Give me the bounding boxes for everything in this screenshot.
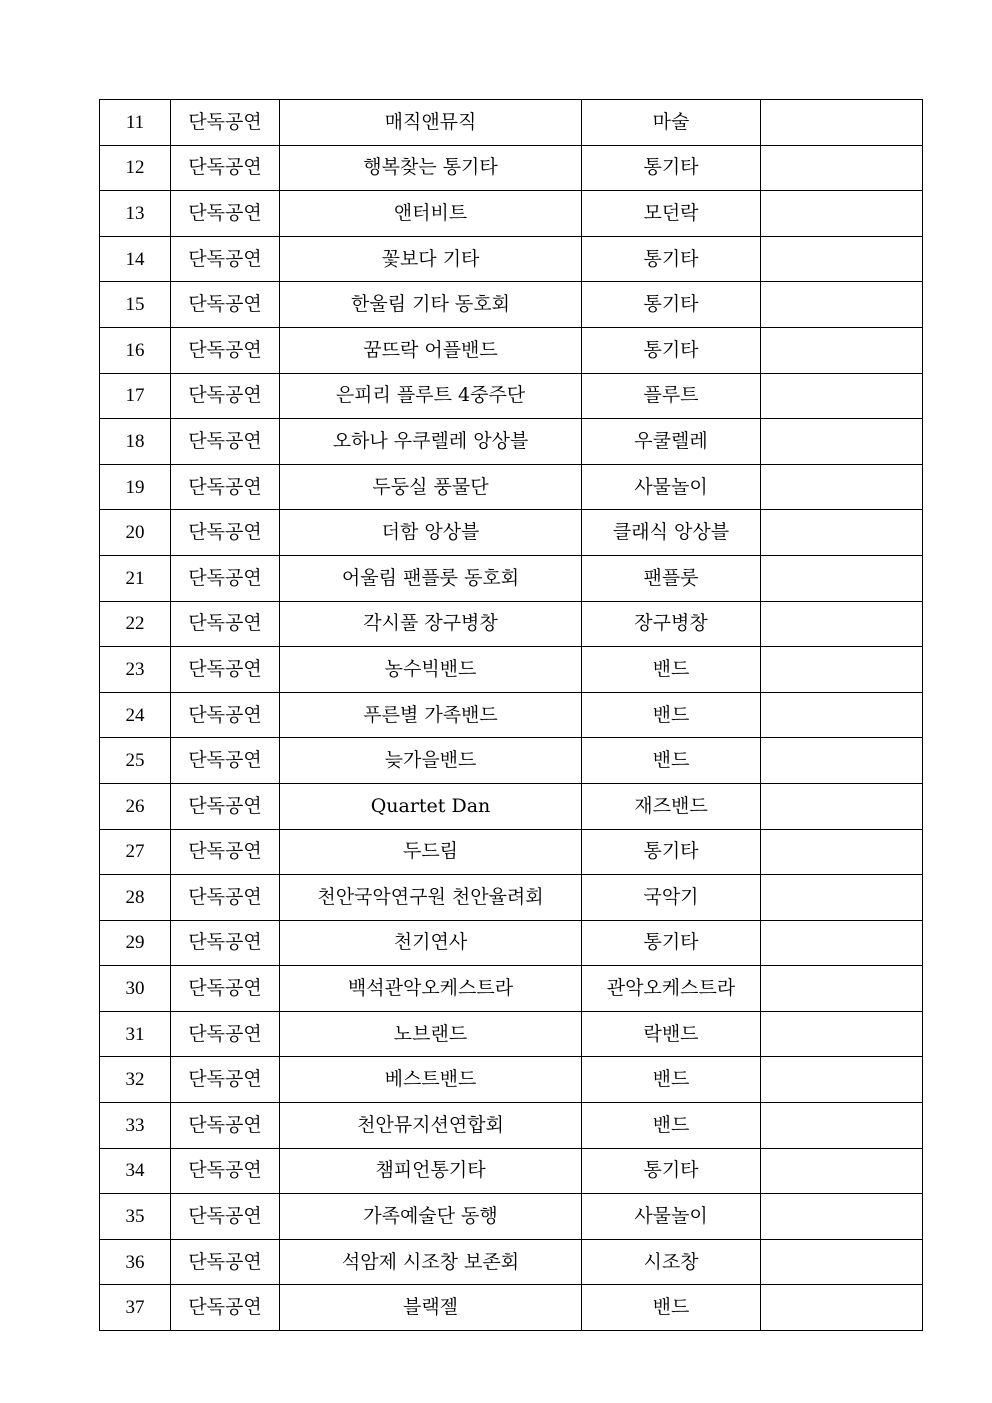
- note-cell: [761, 966, 923, 1012]
- performance-type-cell: 단독공연: [171, 419, 280, 465]
- team-name-cell: 오하나 우쿠렐레 앙상블: [280, 419, 582, 465]
- team-name-cell: 두둥실 풍물단: [280, 464, 582, 510]
- performance-type-cell: 단독공연: [171, 145, 280, 191]
- genre-cell: 밴드: [582, 1103, 761, 1149]
- team-name-cell: 석암제 시조창 보존회: [280, 1239, 582, 1285]
- row-number-cell: 16: [100, 327, 171, 373]
- performance-type-cell: 단독공연: [171, 282, 280, 328]
- performance-type-cell: 단독공연: [171, 236, 280, 282]
- performance-type-cell: 단독공연: [171, 966, 280, 1012]
- team-name-cell: 한울림 기타 동호회: [280, 282, 582, 328]
- performance-table-body: [100, 100, 923, 1331]
- row-number-cell: 13: [100, 191, 171, 237]
- team-name-cell: 천안뮤지션연합회: [280, 1103, 582, 1149]
- performance-type-cell: 단독공연: [171, 738, 280, 784]
- table-row: [100, 1011, 923, 1057]
- note-cell: [761, 601, 923, 647]
- row-number-cell: 27: [100, 829, 171, 875]
- team-name-cell: 노브랜드: [280, 1011, 582, 1057]
- table-row: [100, 875, 923, 921]
- row-number-cell: 21: [100, 555, 171, 601]
- team-name-cell: 두드림: [280, 829, 582, 875]
- note-cell: [761, 1011, 923, 1057]
- performance-type-cell: 단독공연: [171, 1148, 280, 1194]
- table-row: [100, 236, 923, 282]
- team-name-cell: 블랙젤: [280, 1285, 582, 1331]
- performance-type-cell: 단독공연: [171, 555, 280, 601]
- performance-type-cell: 단독공연: [171, 647, 280, 693]
- note-cell: [761, 100, 923, 146]
- note-cell: [761, 875, 923, 921]
- genre-cell: 사물놀이: [582, 1194, 761, 1240]
- row-number-cell: 30: [100, 966, 171, 1012]
- note-cell: [761, 145, 923, 191]
- note-cell: [761, 191, 923, 237]
- note-cell: [761, 373, 923, 419]
- performance-type-cell: 단독공연: [171, 829, 280, 875]
- genre-cell: 통기타: [582, 1148, 761, 1194]
- team-name-cell: 꽃보다 기타: [280, 236, 582, 282]
- document-page: [99, 99, 922, 1331]
- team-name-cell: 늦가을밴드: [280, 738, 582, 784]
- note-cell: [761, 1194, 923, 1240]
- performance-type-cell: 단독공연: [171, 692, 280, 738]
- table-row: [100, 327, 923, 373]
- row-number-cell: 24: [100, 692, 171, 738]
- team-name-cell: 푸른별 가족밴드: [280, 692, 582, 738]
- genre-cell: 통기타: [582, 920, 761, 966]
- row-number-cell: 17: [100, 373, 171, 419]
- performance-type-cell: 단독공연: [171, 783, 280, 829]
- row-number-cell: 14: [100, 236, 171, 282]
- table-row: [100, 419, 923, 465]
- note-cell: [761, 282, 923, 328]
- performance-table: [99, 99, 923, 1331]
- team-name-cell: 은피리 플루트 4중주단: [280, 373, 582, 419]
- table-row: [100, 1239, 923, 1285]
- team-name-cell: 천기연사: [280, 920, 582, 966]
- note-cell: [761, 920, 923, 966]
- table-row: [100, 1194, 923, 1240]
- table-row: [100, 1057, 923, 1103]
- genre-cell: 통기타: [582, 327, 761, 373]
- team-name-cell: 앤터비트: [280, 191, 582, 237]
- note-cell: [761, 1148, 923, 1194]
- table-row: [100, 1148, 923, 1194]
- row-number-cell: 22: [100, 601, 171, 647]
- table-row: [100, 783, 923, 829]
- performance-type-cell: 단독공연: [171, 373, 280, 419]
- team-name-cell: 농수빅밴드: [280, 647, 582, 693]
- genre-cell: 클래식 앙상블: [582, 510, 761, 556]
- row-number-cell: 34: [100, 1148, 171, 1194]
- genre-cell: 밴드: [582, 692, 761, 738]
- team-name-cell: 각시풀 장구병창: [280, 601, 582, 647]
- genre-cell: 락밴드: [582, 1011, 761, 1057]
- performance-type-cell: 단독공연: [171, 1194, 280, 1240]
- genre-cell: 마술: [582, 100, 761, 146]
- table-row: [100, 647, 923, 693]
- genre-cell: 통기타: [582, 145, 761, 191]
- genre-cell: 밴드: [582, 647, 761, 693]
- row-number-cell: 36: [100, 1239, 171, 1285]
- table-row: [100, 1285, 923, 1331]
- table-row: [100, 510, 923, 556]
- note-cell: [761, 555, 923, 601]
- note-cell: [761, 783, 923, 829]
- performance-type-cell: 단독공연: [171, 1057, 280, 1103]
- table-row: [100, 829, 923, 875]
- table-row: [100, 738, 923, 784]
- team-name-cell: 백석관악오케스트라: [280, 966, 582, 1012]
- team-name-cell: 매직앤뮤직: [280, 100, 582, 146]
- genre-cell: 플루트: [582, 373, 761, 419]
- row-number-cell: 37: [100, 1285, 171, 1331]
- table-row: [100, 966, 923, 1012]
- genre-cell: 사물놀이: [582, 464, 761, 510]
- genre-cell: 국악기: [582, 875, 761, 921]
- row-number-cell: 15: [100, 282, 171, 328]
- note-cell: [761, 464, 923, 510]
- note-cell: [761, 1057, 923, 1103]
- team-name-cell: 천안국악연구원 천안율려회: [280, 875, 582, 921]
- row-number-cell: 33: [100, 1103, 171, 1149]
- row-number-cell: 18: [100, 419, 171, 465]
- genre-cell: 모던락: [582, 191, 761, 237]
- performance-type-cell: 단독공연: [171, 1103, 280, 1149]
- team-name-cell: 행복찾는 통기타: [280, 145, 582, 191]
- note-cell: [761, 647, 923, 693]
- row-number-cell: 35: [100, 1194, 171, 1240]
- row-number-cell: 20: [100, 510, 171, 556]
- row-number-cell: 31: [100, 1011, 171, 1057]
- performance-type-cell: 단독공연: [171, 464, 280, 510]
- genre-cell: 통기타: [582, 282, 761, 328]
- table-row: [100, 692, 923, 738]
- note-cell: [761, 510, 923, 556]
- performance-type-cell: 단독공연: [171, 327, 280, 373]
- genre-cell: 장구병창: [582, 601, 761, 647]
- performance-type-cell: 단독공연: [171, 601, 280, 647]
- row-number-cell: 11: [100, 100, 171, 146]
- team-name-cell: 챔피언통기타: [280, 1148, 582, 1194]
- genre-cell: 밴드: [582, 738, 761, 784]
- table-row: [100, 373, 923, 419]
- performance-type-cell: 단독공연: [171, 1285, 280, 1331]
- row-number-cell: 23: [100, 647, 171, 693]
- team-name-cell: 어울림 팬플룻 동호회: [280, 555, 582, 601]
- row-number-cell: 25: [100, 738, 171, 784]
- performance-type-cell: 단독공연: [171, 191, 280, 237]
- table-row: [100, 191, 923, 237]
- row-number-cell: 29: [100, 920, 171, 966]
- table-row: [100, 555, 923, 601]
- note-cell: [761, 738, 923, 784]
- team-name-cell: Quartet Dan: [280, 783, 582, 829]
- row-number-cell: 12: [100, 145, 171, 191]
- genre-cell: 통기타: [582, 829, 761, 875]
- genre-cell: 관악오케스트라: [582, 966, 761, 1012]
- performance-type-cell: 단독공연: [171, 510, 280, 556]
- row-number-cell: 28: [100, 875, 171, 921]
- genre-cell: 재즈밴드: [582, 783, 761, 829]
- row-number-cell: 19: [100, 464, 171, 510]
- table-row: [100, 601, 923, 647]
- genre-cell: 팬플룻: [582, 555, 761, 601]
- performance-type-cell: 단독공연: [171, 100, 280, 146]
- team-name-cell: 베스트밴드: [280, 1057, 582, 1103]
- note-cell: [761, 692, 923, 738]
- table-row: [100, 100, 923, 146]
- performance-type-cell: 단독공연: [171, 875, 280, 921]
- row-number-cell: 26: [100, 783, 171, 829]
- table-row: [100, 920, 923, 966]
- note-cell: [761, 1103, 923, 1149]
- note-cell: [761, 829, 923, 875]
- table-row: [100, 145, 923, 191]
- team-name-cell: 가족예술단 동행: [280, 1194, 582, 1240]
- note-cell: [761, 419, 923, 465]
- performance-type-cell: 단독공연: [171, 1011, 280, 1057]
- table-row: [100, 282, 923, 328]
- team-name-cell: 더함 앙상블: [280, 510, 582, 556]
- note-cell: [761, 1285, 923, 1331]
- performance-type-cell: 단독공연: [171, 920, 280, 966]
- genre-cell: 밴드: [582, 1057, 761, 1103]
- team-name-cell: 꿈뜨락 어플밴드: [280, 327, 582, 373]
- performance-type-cell: 단독공연: [171, 1239, 280, 1285]
- genre-cell: 우쿨렐레: [582, 419, 761, 465]
- row-number-cell: 32: [100, 1057, 171, 1103]
- genre-cell: 밴드: [582, 1285, 761, 1331]
- genre-cell: 시조창: [582, 1239, 761, 1285]
- table-row: [100, 1103, 923, 1149]
- note-cell: [761, 327, 923, 373]
- genre-cell: 통기타: [582, 236, 761, 282]
- note-cell: [761, 236, 923, 282]
- note-cell: [761, 1239, 923, 1285]
- table-row: [100, 464, 923, 510]
